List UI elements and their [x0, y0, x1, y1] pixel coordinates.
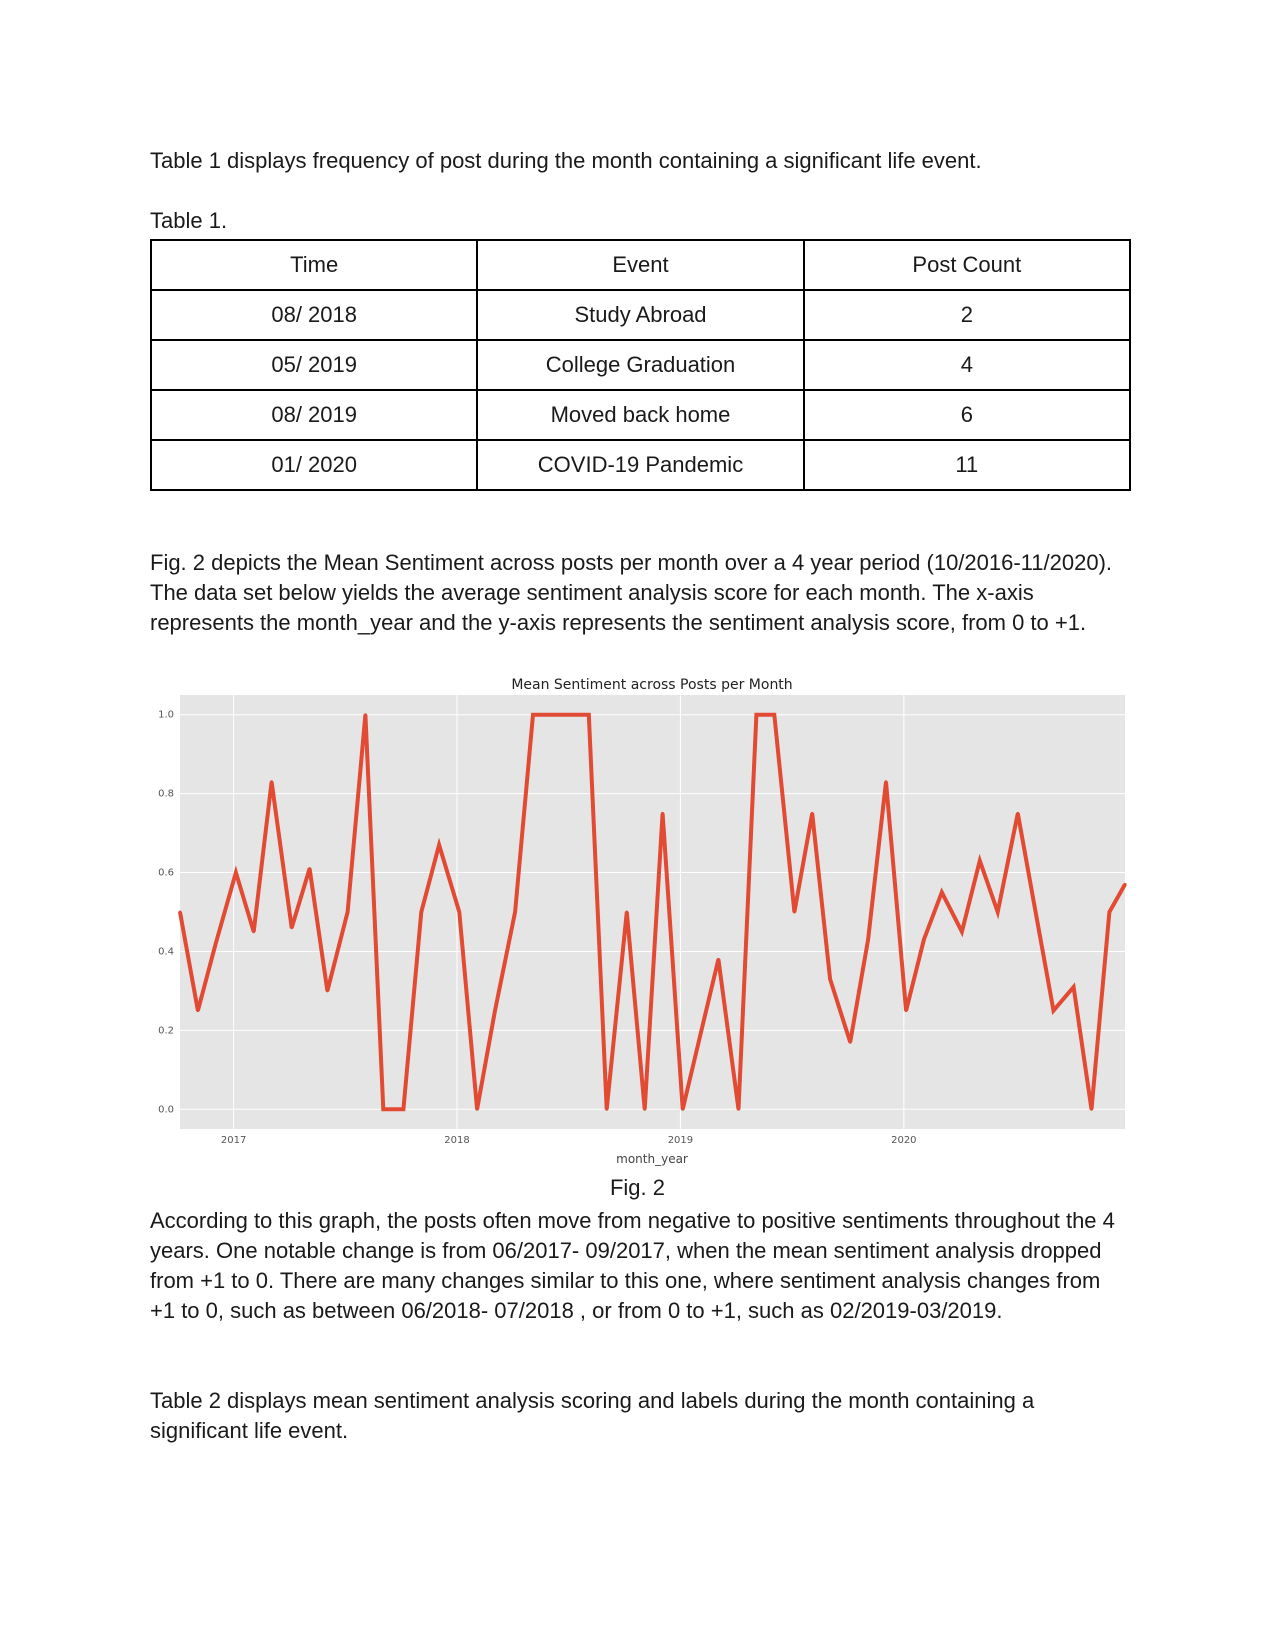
data-point: [1108, 911, 1111, 914]
cell-event: College Graduation: [477, 340, 803, 390]
table1-caption: Table 1.: [150, 208, 228, 233]
data-point: [420, 911, 423, 914]
data-point: [661, 812, 664, 815]
table-row: [151, 340, 1130, 390]
data-point: [382, 1108, 385, 1111]
data-point: [290, 926, 293, 929]
analysis-paragraph: According to this graph, the posts often move from negative to positive sentiments throughout the 4 years. One notable change is from 06/2017- 09/2017, when the mean sentiment analysis dropped from +1 to 0. There are many changes similar to this one, where sentiment analysis changes from +1 to 0, such as between 06/2018- 07/2018 , or from 0 to +1, such as 02/2019-03/2019.: [150, 1208, 1115, 1323]
cell-event: Moved back home: [477, 390, 803, 440]
data-point: [773, 713, 776, 716]
data-point: [737, 1108, 740, 1111]
cell-time: 08/ 2019: [151, 390, 477, 440]
data-point: [960, 930, 963, 933]
data-point: [699, 1033, 702, 1036]
intro-paragraph: Table 1 displays frequency of post during the month containing a significant life event.: [150, 148, 982, 173]
cell-post-count: 4: [804, 340, 1130, 390]
data-point: [905, 1009, 908, 1012]
cell-time: 08/ 2018: [151, 290, 477, 340]
data-point: [1016, 812, 1019, 815]
table-row: [151, 290, 1130, 340]
cell-event: Study Abroad: [477, 290, 803, 340]
plot-area: [180, 695, 1125, 1129]
data-point: [1072, 985, 1075, 988]
data-point: [849, 1041, 852, 1044]
col-header-event: Event: [477, 240, 803, 290]
cell-post-count: 6: [804, 390, 1130, 440]
data-point: [402, 1108, 405, 1111]
y-tick-label: 0.2: [158, 1025, 174, 1037]
data-point: [438, 843, 441, 846]
data-point: [179, 911, 182, 914]
data-point: [605, 1108, 608, 1111]
table-row: [151, 390, 1130, 440]
cell-post-count: 2: [804, 290, 1130, 340]
data-point: [531, 713, 534, 716]
chart-title: Mean Sentiment across Posts per Month: [511, 677, 793, 693]
cell-post-count: 11: [804, 440, 1130, 490]
figure-description: Fig. 2 depicts the Mean Sentiment across posts per month over a 4 year period (10/2016-11/2020). The data set below yields the average sentiment analysis score for each month. The x-axis represents the month_year and the y-axis represents the sentiment analysis score, from 0 to +1.: [150, 550, 1113, 635]
x-axis-label: month_year: [616, 1152, 688, 1166]
sentiment-line-chart: [150, 675, 1130, 1175]
data-point: [326, 989, 329, 992]
data-point: [755, 713, 758, 716]
col-header-time: Time: [151, 240, 477, 290]
data-point: [587, 713, 590, 716]
y-tick-label: 1.0: [158, 709, 174, 721]
data-point: [940, 891, 943, 894]
y-tick-label: 0.0: [158, 1104, 174, 1116]
cell-time: 05/ 2019: [151, 340, 477, 390]
data-point: [494, 1009, 497, 1012]
data-point: [643, 1108, 646, 1111]
post-count-table: [150, 239, 1131, 491]
cell-time: 01/ 2020: [151, 440, 477, 490]
data-point: [514, 911, 517, 914]
x-tick-label: 2017: [220, 1135, 247, 1146]
data-point: [234, 871, 237, 874]
data-point: [476, 1108, 479, 1111]
data-point: [270, 780, 273, 783]
y-tick-label: 0.4: [158, 946, 174, 958]
data-point: [458, 911, 461, 914]
data-point: [1034, 911, 1037, 914]
data-point: [549, 713, 552, 716]
table-row: [151, 440, 1130, 490]
data-point: [811, 812, 814, 815]
x-tick-label: 2018: [444, 1135, 470, 1146]
data-point: [922, 938, 925, 941]
data-point: [717, 958, 720, 961]
data-point: [1124, 883, 1127, 886]
table-header-row: [151, 240, 1130, 290]
cell-event: COVID-19 Pandemic: [477, 440, 803, 490]
data-point: [569, 713, 572, 716]
data-point: [1090, 1108, 1093, 1111]
y-tick-label: 0.6: [158, 867, 174, 879]
x-tick-label: 2020: [891, 1135, 917, 1146]
data-point: [884, 780, 887, 783]
col-header-post-count: Post Count: [804, 240, 1130, 290]
data-point: [214, 942, 217, 945]
x-tick-label: 2019: [667, 1135, 694, 1146]
data-point: [252, 930, 255, 933]
table2-intro-paragraph: Table 2 displays mean sentiment analysis scoring and labels during the month containing a significant life event.: [150, 1388, 1035, 1443]
data-point: [364, 713, 367, 716]
data-point: [829, 978, 832, 981]
data-point: [196, 1009, 199, 1012]
data-point: [1052, 1009, 1055, 1012]
data-point: [625, 911, 628, 914]
data-point: [793, 911, 796, 914]
y-tick-label: 0.8: [158, 788, 174, 800]
figure-caption: Fig. 2: [609, 1175, 666, 1200]
data-point: [308, 867, 311, 870]
data-point: [996, 911, 999, 914]
data-point: [867, 938, 870, 941]
data-point: [346, 911, 349, 914]
data-point: [978, 859, 981, 862]
data-point: [681, 1108, 684, 1111]
